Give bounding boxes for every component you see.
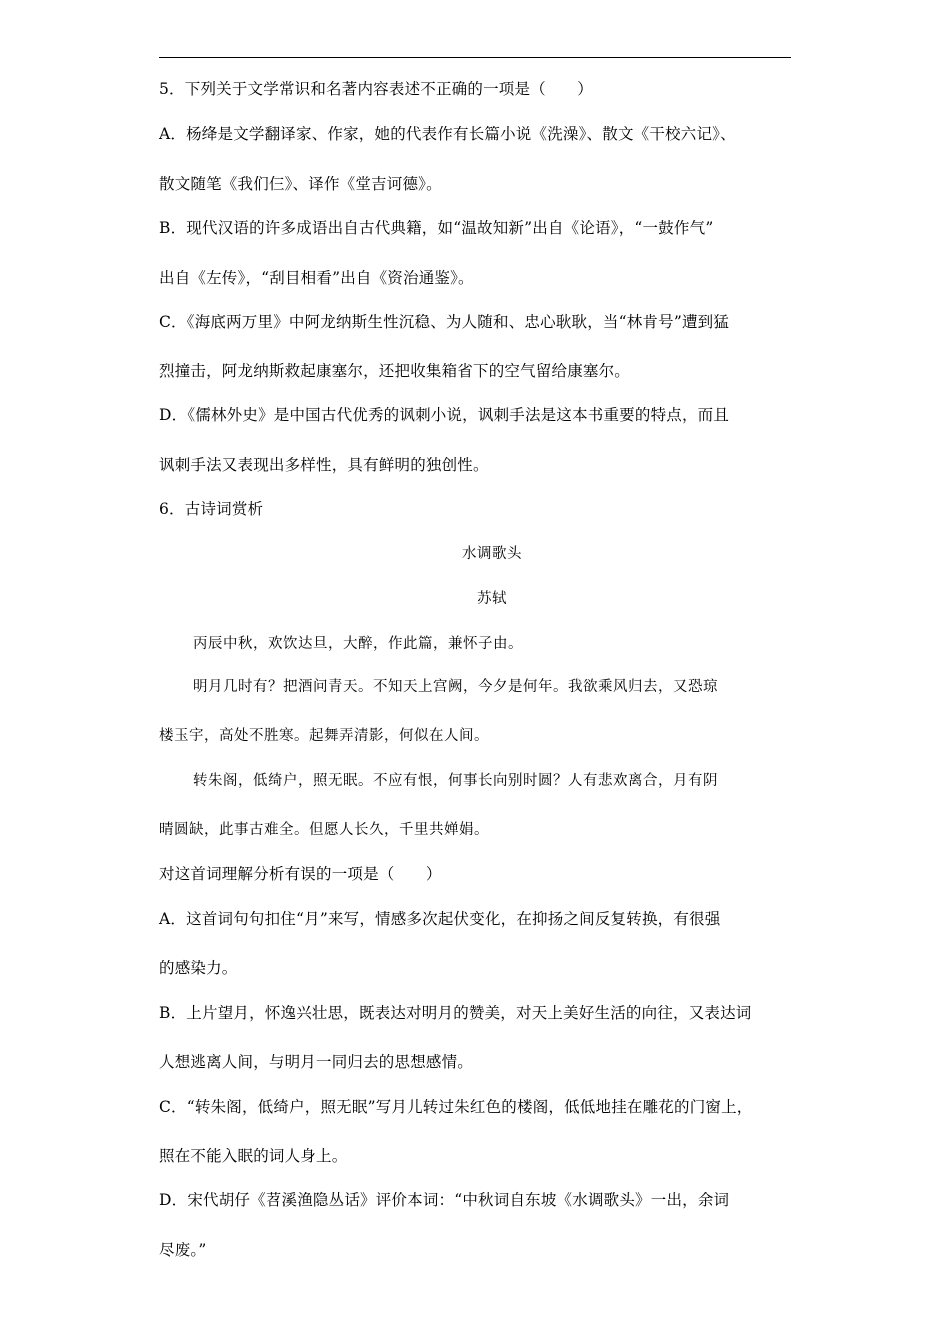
question-5-option-a-line-2: 散文随笔《我们仨》、译作《堂吉诃德》。 [159,175,442,193]
poem-title: 水调歌头 [462,546,522,562]
question-5-option-b-line-2: 出自《左传》，“刮目相看”出自《资治通鉴》。 [159,269,474,287]
poem-author: 苏轼 [477,591,507,607]
question-5-option-b-line-1: B．现代汉语的许多成语出自古代典籍，如“温故知新”出自《论语》，“一鼓作气” [159,219,714,237]
question-6-option-c-line-1: C．“转朱阁，低绮户，照无眠”写月儿转过朱红色的楼阁，低低地挂在雕花的门窗上， [159,1098,753,1116]
poem-stanza-1-line-1: 明月几时有？把酒问青天。不知天上宫阙，今夕是何年。我欲乘风归去，又恐琼 [193,679,718,695]
question-5-option-c-line-2: 烈撞击，阿龙纳斯救起康塞尔，还把收集箱省下的空气留给康塞尔。 [159,362,631,380]
poem-preface: 丙辰中秋，欢饮达旦，大醉，作此篇，兼怀子由。 [193,636,523,652]
question-5-option-c-line-1: C．《海底两万里》中阿龙纳斯生性沉稳、为人随和、忠心耿耿，当“林肯号”遭到猛 [159,313,730,331]
question-6-stem: 对这首词理解分析有误的一项是（ ） [159,865,442,883]
header-rule [159,57,791,58]
poem-stanza-2-line-1: 转朱阁，低绮户，照无眠。不应有恨，何事长向别时圆？人有悲欢离合，月有阴 [193,773,718,789]
question-6-option-d-line-2: 尽废。” [159,1241,207,1259]
question-6-option-a-line-1: A．这首词句句扣住“月”来写，情感多次起伏变化，在抑扬之间反复转换，有很强 [159,910,721,928]
question-6-heading: 6．古诗词赏析 [159,500,264,518]
question-6-option-c-line-2: 照在不能入眠的词人身上。 [159,1147,348,1165]
question-6-option-d-line-1: D．宋代胡仔《苕溪渔隐丛话》评价本词：“中秋词自东坡《水调歌头》一出，余词 [159,1191,730,1209]
question-5-option-d-line-1: D．《儒林外史》是中国古代优秀的讽刺小说，讽刺手法是这本书重要的特点，而且 [159,406,730,424]
question-5-stem: 5．下列关于文学常识和名著内容表述不正确的一项是（ ） [159,80,593,98]
question-6-option-b-line-2: 人想逃离人间，与明月一同归去的思想感情。 [159,1053,474,1071]
poem-stanza-1-line-2: 楼玉宇，高处不胜寒。起舞弄清影，何似在人间。 [159,728,489,744]
poem-stanza-2-line-2: 晴圆缺，此事古难全。但愿人长久，千里共婵娟。 [159,822,489,838]
question-6-option-b-line-1: B．上片望月，怀逸兴壮思，既表达对明月的赞美，对天上美好生活的向往，又表达词 [159,1004,752,1022]
question-5-option-d-line-2: 讽刺手法又表现出多样性，具有鲜明的独创性。 [159,456,489,474]
question-5-option-a-line-1: A．杨绛是文学翻译家、作家，她的代表作有长篇小说《洗澡》、散文《干校六记》、 [159,125,736,143]
question-6-option-a-line-2: 的感染力。 [159,959,238,977]
